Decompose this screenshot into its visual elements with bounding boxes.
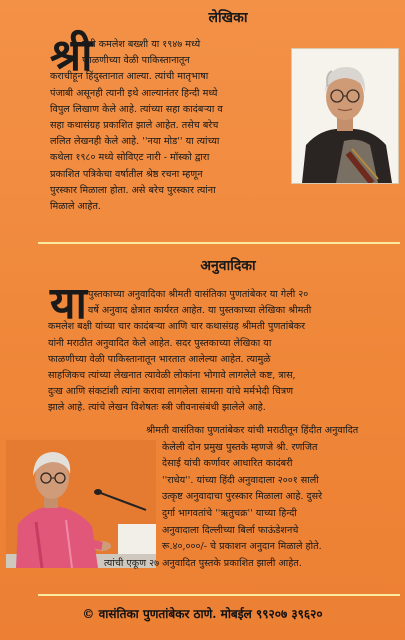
author-heading: लेखिका (208, 10, 248, 26)
text-line: श्रीमती वासंतिका पुणतांबेकर यांची मराठीतून हिंदीत अनुवादित (146, 425, 359, 436)
text-line: मती कमलेश बख्शी या १९४७ मध्ये (82, 39, 201, 50)
text-line: झाले आहे. त्यांचे लेखन विशेषतः स्त्री जीवनासंबंधी झालेले आहे. (48, 402, 266, 414)
author-drop-cap: श्री (50, 30, 93, 81)
text-line: दुःख आणि संकटांशी त्यांना करावा लागलेला सामना यांचे मर्मभेदी चित्रण (48, 386, 294, 398)
translator-drop-cap: या (50, 278, 87, 329)
text-line: कराचीहून हिंदुस्तानात आल्या. त्यांची मातृभाषा (50, 71, 209, 83)
text-line: अनुवादाला दिल्लीच्या बिर्ला फाऊंडेशनचे (162, 524, 299, 536)
text-line: देसाई यांची कर्णावर आधारित कादंबरी (162, 458, 293, 470)
text-line: प्रकाशित पत्रिकेचा वर्षातील श्रेष्ठ रचना म्हणून (50, 168, 203, 180)
text-line: उत्कृष्ट अनुवादाचा पुरस्कार मिळाला आहे. दुसरे (162, 491, 323, 503)
text-line: यांनी मराठीत अनुवादित केले आहेत. सदर पुस्तकाच्या लेखिका या (48, 337, 272, 349)
copyright-footer: © वासंतिका पुणतांबेकर ठाणे. मोबईल ९९२०७ ३९६२० (82, 607, 323, 621)
text-line: पुरस्कार मिळाला होता. असे बरेच पुरस्कार त्यांना (50, 184, 216, 196)
text-line: विपुल लिखाण केले आहे. त्यांच्या सहा कादंबऱ्या व (50, 103, 223, 115)
text-line: पुस्तकाच्या अनुवादिका श्रीमती वासंतिका पुणतांबेकर या गेली २० (88, 289, 309, 300)
author-section-divider (38, 242, 400, 244)
text-line: ''राधेय''. यांच्या हिंदी अनुवादाला २००१ साली (162, 474, 319, 486)
text-line: रू.४०,०००/- चे प्रकाशन अनुदान मिळाले होते. (162, 541, 322, 553)
text-line: फाळणीच्या वेळी पाकिस्तानातून (82, 55, 190, 67)
text-line: कथेला १९८० मध्ये सोविएट नारी - मॉस्को द्वारा (50, 152, 210, 164)
text-line: मिळाले आहेत. (50, 201, 101, 212)
text-line: कमलेश बक्षी यांच्या चार कादंबऱ्या आणि चार कथासंग्रह श्रीमती पुणतांबेकर (48, 321, 306, 333)
translator-portrait-icon (6, 440, 156, 568)
text-line: वर्षे अनुवाद क्षेत्रात कार्यरत आहेत. या पुस्तकाच्या लेखिका श्रीमती (88, 305, 312, 317)
text-line: दुर्गा भागवतांचे ''ऋतुचक्र'' याच्या हिन्दी (162, 508, 297, 519)
text-line: केलेली दोन प्रमुख पुस्तके म्हणजे श्री. रणजित (162, 441, 318, 453)
author-photo (291, 48, 399, 184)
text-line: सहा कथासंग्रह प्रकाशित झाले आहेत. तसेच बरेच (50, 120, 219, 131)
author-portrait-icon (292, 49, 398, 183)
text-line: ललित लेखनही केले आहे. ''नया मोड'' या त्यांच्या (50, 136, 220, 148)
text-line: त्यांची एकूण २७ अनुवादित पुस्तके प्रकाशित झाली आहेत. (104, 557, 302, 569)
text-line: साहजिकच त्यांच्या लेखनात त्यावेळी लोकांना भोगावे लागलेले कष्ट, त्रास, (48, 370, 296, 381)
translator-photo (6, 440, 156, 568)
translator-heading: अनुवादिका (200, 258, 256, 274)
text-line: पंजाबी असूनही त्यानी इथे आल्यानंतर हिन्दी मध्ये (50, 87, 218, 99)
text-line: फाळणीच्या वेळी पाकिस्तानातून भारतात आलेल्या आहेत. त्यामुळे (48, 353, 271, 365)
